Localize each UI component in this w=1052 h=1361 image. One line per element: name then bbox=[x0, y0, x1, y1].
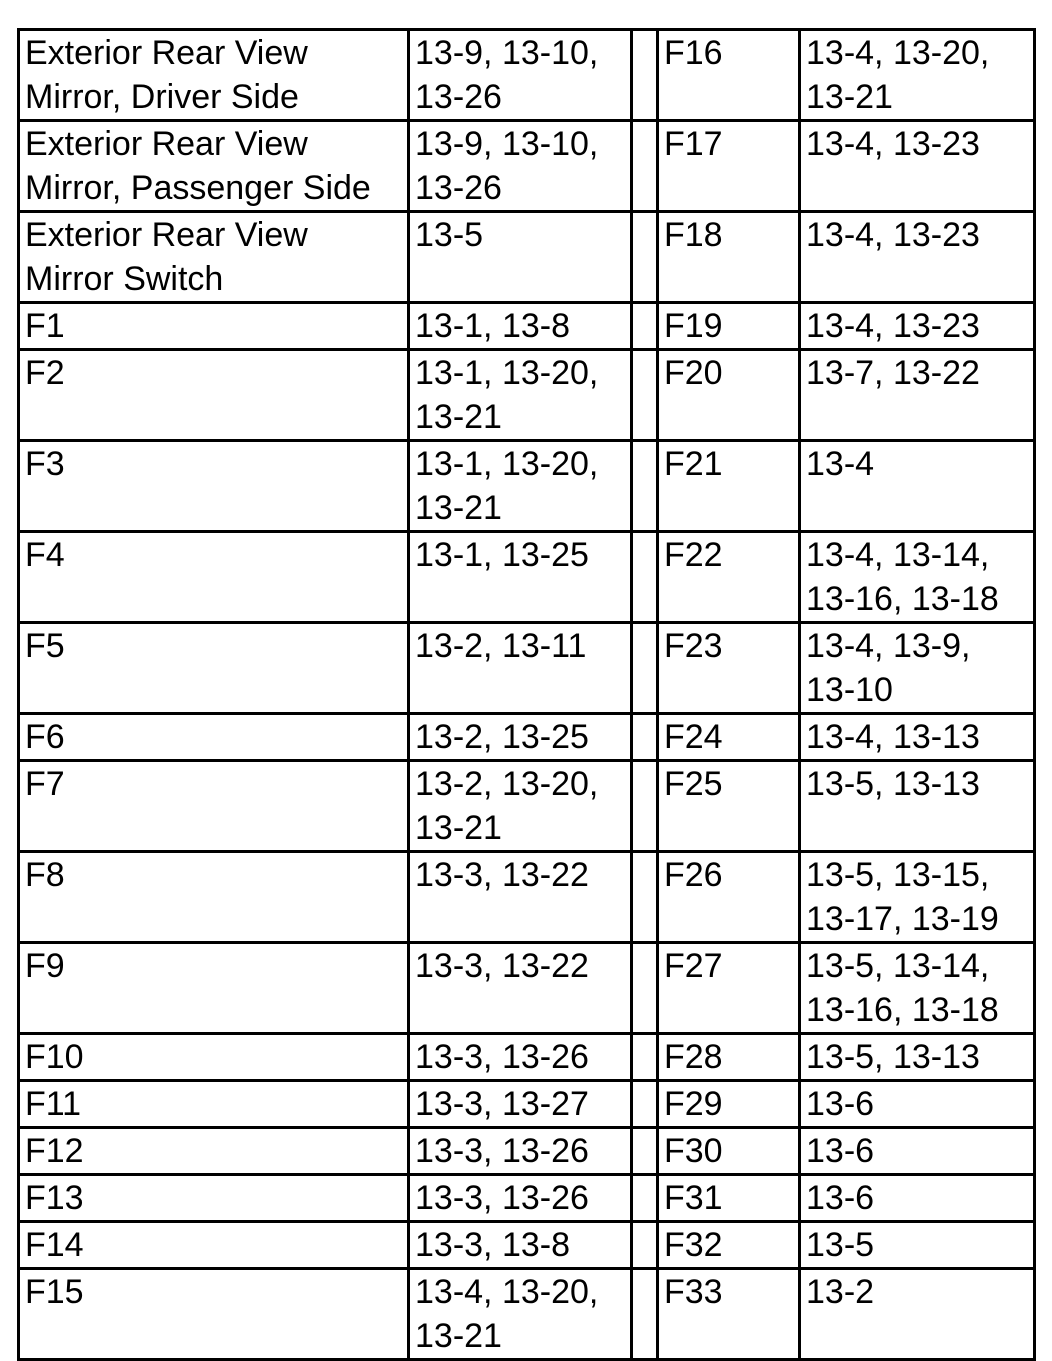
item-name: F10 bbox=[19, 1034, 409, 1081]
item-name: F21 bbox=[658, 441, 800, 532]
index-table bbox=[17, 28, 1036, 1361]
column-gap bbox=[632, 121, 658, 212]
item-name: Exterior Rear View Mirror, Driver Side bbox=[19, 30, 409, 121]
table-row bbox=[19, 532, 1035, 623]
item-pages: 13-9, 13-10, 13-26 bbox=[409, 121, 632, 212]
item-pages: 13-5, 13-15, 13-17, 13-19 bbox=[800, 852, 1035, 943]
item-pages: 13-1, 13-20, 13-21 bbox=[409, 441, 632, 532]
item-pages: 13-3, 13-8 bbox=[409, 1222, 632, 1269]
item-pages: 13-4, 13-13 bbox=[800, 714, 1035, 761]
item-name: Exterior Rear View Mirror Switch bbox=[19, 212, 409, 303]
item-pages: 13-4, 13-23 bbox=[800, 303, 1035, 350]
column-gap bbox=[632, 212, 658, 303]
table-row bbox=[19, 303, 1035, 350]
item-pages: 13-5 bbox=[409, 212, 632, 303]
column-gap bbox=[632, 714, 658, 761]
table-row bbox=[19, 761, 1035, 852]
column-gap bbox=[632, 1128, 658, 1175]
item-pages: 13-3, 13-26 bbox=[409, 1175, 632, 1222]
item-name: F30 bbox=[658, 1128, 800, 1175]
table-row bbox=[19, 1222, 1035, 1269]
item-pages: 13-5, 13-14, 13-16, 13-18 bbox=[800, 943, 1035, 1034]
item-pages: 13-3, 13-26 bbox=[409, 1034, 632, 1081]
item-pages: 13-4, 13-23 bbox=[800, 212, 1035, 303]
item-pages: 13-5, 13-13 bbox=[800, 1034, 1035, 1081]
table-row bbox=[19, 350, 1035, 441]
item-pages: 13-2, 13-20, 13-21 bbox=[409, 761, 632, 852]
item-name: F9 bbox=[19, 943, 409, 1034]
item-pages: 13-6 bbox=[800, 1081, 1035, 1128]
item-pages: 13-3, 13-22 bbox=[409, 943, 632, 1034]
item-name: F8 bbox=[19, 852, 409, 943]
item-name: F14 bbox=[19, 1222, 409, 1269]
table-row bbox=[19, 943, 1035, 1034]
item-pages: 13-6 bbox=[800, 1128, 1035, 1175]
column-gap bbox=[632, 1269, 658, 1360]
item-name: F26 bbox=[658, 852, 800, 943]
column-gap bbox=[632, 623, 658, 714]
item-pages: 13-2, 13-11 bbox=[409, 623, 632, 714]
item-name: F6 bbox=[19, 714, 409, 761]
column-gap bbox=[632, 943, 658, 1034]
item-name: F22 bbox=[658, 532, 800, 623]
item-name: F11 bbox=[19, 1081, 409, 1128]
item-name: F7 bbox=[19, 761, 409, 852]
table-row bbox=[19, 212, 1035, 303]
column-gap bbox=[632, 1222, 658, 1269]
column-gap bbox=[632, 441, 658, 532]
table-row bbox=[19, 1034, 1035, 1081]
column-gap bbox=[632, 761, 658, 852]
item-name: F16 bbox=[658, 30, 800, 121]
item-name: F23 bbox=[658, 623, 800, 714]
table-row bbox=[19, 1269, 1035, 1360]
item-name: F20 bbox=[658, 350, 800, 441]
item-pages: 13-1, 13-25 bbox=[409, 532, 632, 623]
table-row bbox=[19, 852, 1035, 943]
item-name: F15 bbox=[19, 1269, 409, 1360]
item-name: F17 bbox=[658, 121, 800, 212]
table-row bbox=[19, 1128, 1035, 1175]
item-name: F31 bbox=[658, 1175, 800, 1222]
item-pages: 13-3, 13-26 bbox=[409, 1128, 632, 1175]
item-pages: 13-4, 13-14, 13-16, 13-18 bbox=[800, 532, 1035, 623]
item-name: F24 bbox=[658, 714, 800, 761]
column-gap bbox=[632, 532, 658, 623]
column-gap bbox=[632, 30, 658, 121]
column-gap bbox=[632, 350, 658, 441]
item-pages: 13-3, 13-22 bbox=[409, 852, 632, 943]
item-pages: 13-5, 13-13 bbox=[800, 761, 1035, 852]
item-pages: 13-6 bbox=[800, 1175, 1035, 1222]
item-name: F2 bbox=[19, 350, 409, 441]
item-name: F5 bbox=[19, 623, 409, 714]
item-pages: 13-7, 13-22 bbox=[800, 350, 1035, 441]
table-row bbox=[19, 1081, 1035, 1128]
item-name: F33 bbox=[658, 1269, 800, 1360]
table-row bbox=[19, 121, 1035, 212]
table-row bbox=[19, 30, 1035, 121]
item-pages: 13-3, 13-27 bbox=[409, 1081, 632, 1128]
item-pages: 13-1, 13-8 bbox=[409, 303, 632, 350]
item-pages: 13-1, 13-20, 13-21 bbox=[409, 350, 632, 441]
item-pages: 13-9, 13-10, 13-26 bbox=[409, 30, 632, 121]
item-pages: 13-2 bbox=[800, 1269, 1035, 1360]
item-name: F18 bbox=[658, 212, 800, 303]
item-name: F25 bbox=[658, 761, 800, 852]
table-row bbox=[19, 623, 1035, 714]
item-name: F28 bbox=[658, 1034, 800, 1081]
column-gap bbox=[632, 852, 658, 943]
item-name: F12 bbox=[19, 1128, 409, 1175]
item-name: F4 bbox=[19, 532, 409, 623]
column-gap bbox=[632, 1081, 658, 1128]
item-name: F3 bbox=[19, 441, 409, 532]
item-pages: 13-2, 13-25 bbox=[409, 714, 632, 761]
item-name: F29 bbox=[658, 1081, 800, 1128]
table-row bbox=[19, 714, 1035, 761]
table-row bbox=[19, 1175, 1035, 1222]
item-name: Exterior Rear View Mirror, Passenger Side bbox=[19, 121, 409, 212]
item-pages: 13-4 bbox=[800, 441, 1035, 532]
item-pages: 13-4, 13-23 bbox=[800, 121, 1035, 212]
item-pages: 13-4, 13-9, 13-10 bbox=[800, 623, 1035, 714]
column-gap bbox=[632, 303, 658, 350]
item-name: F19 bbox=[658, 303, 800, 350]
item-name: F1 bbox=[19, 303, 409, 350]
item-pages: 13-4, 13-20, 13-21 bbox=[409, 1269, 632, 1360]
table-row bbox=[19, 441, 1035, 532]
column-gap bbox=[632, 1034, 658, 1081]
item-pages: 13-5 bbox=[800, 1222, 1035, 1269]
item-pages: 13-4, 13-20, 13-21 bbox=[800, 30, 1035, 121]
item-name: F13 bbox=[19, 1175, 409, 1222]
column-gap bbox=[632, 1175, 658, 1222]
item-name: F27 bbox=[658, 943, 800, 1034]
item-name: F32 bbox=[658, 1222, 800, 1269]
